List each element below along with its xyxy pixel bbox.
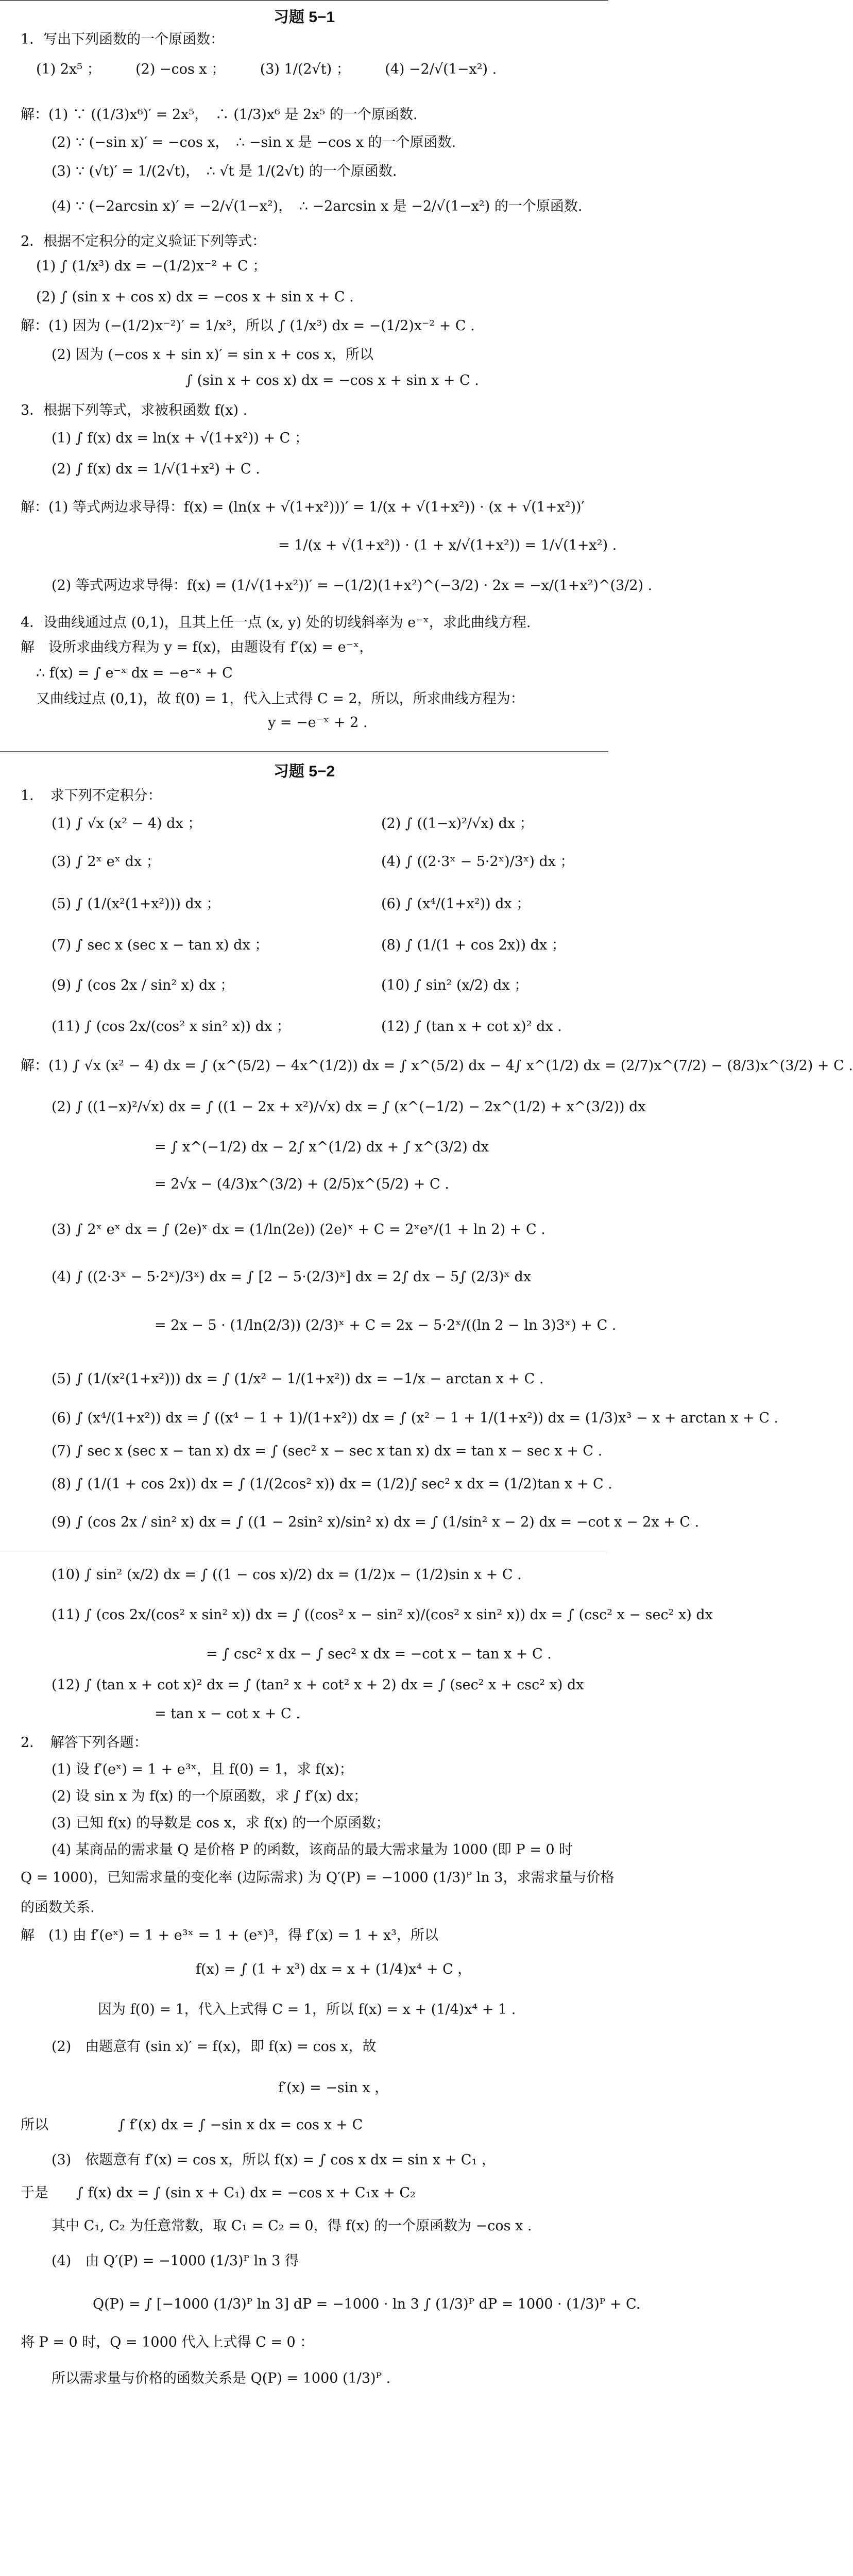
- a1-4: (4) ∵ (−2arcsin x)′ = −2/√(1−x²)， ∴ −2arcsin x 是 −2/√(1−x²) 的一个原函数.: [52, 198, 583, 214]
- a4-1: 解 设所求曲线方程为 y = f(x)，由题设有 f′(x) = e⁻ˣ，: [21, 639, 373, 655]
- a5-11: (11) ∫ (cos 2x/(cos² x sin² x)) dx = ∫ ((cos² x − sin² x)/(cos² x sin² x)) dx = ∫ (csc² x − sec² x) dx: [52, 1607, 713, 1623]
- a2-3: ∫ (sin x + cos x) dx = −cos x + sin x + C .: [185, 372, 479, 388]
- a6-2-cont2: 所以 ∫ f′(x) dx = ∫ −sin x dx = cos x + C: [21, 2117, 363, 2133]
- q5-4: (4) ∫ ((2·3ˣ − 5·2ˣ)/3ˣ) dx ；: [381, 854, 574, 870]
- a4-4: y = −e⁻ˣ + 2 .: [268, 715, 368, 731]
- q3-1: (1) ∫ f(x) dx = ln(x + √(1+x²)) + C ；: [52, 430, 309, 446]
- a4-2: ∴ f(x) = ∫ e⁻ˣ dx = −e⁻ˣ + C: [36, 665, 233, 681]
- a5-1: 解：(1) ∫ √x (x² − 4) dx = ∫ (x^(5/2) − 4x^(1/2)) dx = ∫ x^(5/2) dx − 4∫ x^(1/2) dx = (2/7)x^(7/2) − (8/3)x^(3/2) + C .: [21, 1058, 853, 1074]
- a2-1: 解：(1) 因为 (−(1/2)x⁻²)′ = 1/x³，所以 ∫ (1/x³) dx = −(1/2)x⁻² + C .: [21, 318, 475, 334]
- a5-10: (10) ∫ sin² (x/2) dx = ∫ ((1 − cos x)/2) dx = (1/2)x − (1/2)sin x + C .: [52, 1567, 522, 1583]
- a5-4-cont: = 2x − 5 · (1/ln(2/3)) (2/3)ˣ + C = 2x − 5·2ˣ/((ln 2 − ln 3)3ˣ) + C .: [155, 1317, 617, 1333]
- section-divider: [0, 0, 608, 1]
- a6-3: (3) 依题意有 f′(x) = cos x，所以 f(x) = ∫ cos x dx = sin x + C₁ ，: [52, 2152, 496, 2168]
- a1-3: (3) ∵ (√t)′ = 1/(2√t)， ∴ √t 是 1/(2√t) 的一个原函数.: [52, 163, 397, 179]
- q6-4-cont1: Q = 1000)，已知需求量的变化率 (边际需求) 为 Q′(P) = −1000 (1/3)ᴾ ln 3，求需求量与价格: [21, 1870, 615, 1886]
- a5-4: (4) ∫ ((2·3ˣ − 5·2ˣ)/3ˣ) dx = ∫ [2 − 5·(2/3)ˣ] dx = 2∫ dx − 5∫ (2/3)ˣ dx: [52, 1269, 532, 1285]
- a6-2: (2) 由题意有 (sin x)′ = f(x)，即 f(x) = cos x，故: [52, 2039, 377, 2055]
- a5-2-cont2: = 2√x − (4/3)x^(3/2) + (2/5)x^(5/2) + C .: [155, 1176, 449, 1192]
- a6-2-cont1: f′(x) = −sin x ，: [278, 2080, 389, 2096]
- a5-11-cont: = ∫ csc² x dx − ∫ sec² x dx = −cot x − tan x + C .: [206, 1646, 552, 1662]
- a5-2-cont1: = ∫ x^(−1/2) dx − 2∫ x^(1/2) dx + ∫ x^(3/2) dx: [155, 1139, 489, 1155]
- a6-4-cont2: 将 P = 0 时，Q = 1000 代入上式得 C = 0 ：: [21, 2334, 314, 2350]
- q5-prompt: 1． 求下列不定积分：: [21, 788, 162, 804]
- q5-3: (3) ∫ 2ˣ eˣ dx ；: [52, 854, 160, 870]
- q6-3: (3) 已知 f(x) 的导数是 cos x，求 f(x) 的一个原函数；: [52, 1815, 390, 1831]
- q5-9: (9) ∫ (cos 2x / sin² x) dx ；: [52, 977, 234, 993]
- a3-2: (2) 等式两边求导得：f(x) = (1/√(1+x²))′ = −(1/2)(1+x²)^(−3/2) · 2x = −x/(1+x²)^(3/2) .: [52, 578, 653, 594]
- q1-items: (1) 2x⁵ ； (2) −cos x ； (3) 1/(2√t) ； (4) −2/√(1−x²) .: [36, 61, 497, 77]
- a5-8: (8) ∫ (1/(1 + cos 2x)) dx = ∫ (1/(2cos² x)) dx = (1/2)∫ sec² x dx = (1/2)tan x + C .: [52, 1476, 612, 1492]
- a6-3-cont1: 于是 ∫ f(x) dx = ∫ (sin x + C₁) dx = −cos x + C₁x + C₂: [21, 2185, 416, 2201]
- q5-8: (8) ∫ (1/(1 + cos 2x)) dx ；: [381, 937, 566, 953]
- q5-11: (11) ∫ (cos 2x/(cos² x sin² x)) dx ；: [52, 1019, 291, 1035]
- a6-4-cont1: Q(P) = ∫ [−1000 (1/3)ᴾ ln 3] dP = −1000 · ln 3 ∫ (1/3)ᴾ dP = 1000 · (1/3)ᴾ + C.: [93, 2296, 641, 2312]
- section-title-5-1: 习题 5−1: [273, 9, 335, 26]
- a6-4: (4) 由 Q′(P) = −1000 (1/3)ᴾ ln 3 得: [52, 2253, 299, 2269]
- a3-1: 解：(1) 等式两边求导得：f(x) = (ln(x + √(1+x²)))′ = 1/(x + √(1+x²)) · (x + √(1+x²))′: [21, 499, 585, 515]
- a6-4-cont3: 所以需求量与价格的函数关系是 Q(P) = 1000 (1/3)ᴾ .: [52, 2370, 391, 2386]
- a6-1-cont2: 因为 f(0) = 1，代入上式得 C = 1，所以 f(x) = x + (1/4)x⁴ + 1 .: [98, 2002, 516, 2018]
- q6-4-cont2: 的函数关系.: [21, 1900, 95, 1916]
- q1-prompt: 1．写出下列函数的一个原函数：: [21, 31, 225, 47]
- q6-1: (1) 设 f′(eˣ) = 1 + e³ˣ，且 f(0) = 1，求 f(x)；: [52, 1761, 353, 1777]
- a5-9: (9) ∫ (cos 2x / sin² x) dx = ∫ ((1 − 2sin² x)/sin² x) dx = ∫ (1/sin² x − 2) dx = −cot x − 2x + C .: [52, 1514, 700, 1530]
- q5-5: (5) ∫ (1/(x²(1+x²))) dx ；: [52, 896, 220, 912]
- q5-10: (10) ∫ sin² (x/2) dx ；: [381, 977, 528, 993]
- a1-2: (2) ∵ (−sin x)′ = −cos x， ∴ −sin x 是 −cos x 的一个原函数.: [52, 134, 456, 150]
- a5-5: (5) ∫ (1/(x²(1+x²))) dx = ∫ (1/x² − 1/(1+x²)) dx = −1/x − arctan x + C .: [52, 1371, 544, 1387]
- q3-prompt: 3．根据下列等式，求被积函数 f(x) .: [21, 402, 248, 418]
- q4-prompt: 4．设曲线通过点 (0,1)，且其上任一点 (x, y) 处的切线斜率为 e⁻ˣ，求此曲线方程.: [21, 615, 531, 631]
- a5-7: (7) ∫ sec x (sec x − tan x) dx = ∫ (sec² x − sec x tan x) dx = tan x − sec x + C .: [52, 1443, 603, 1459]
- section-title-5-2: 习题 5−2: [273, 763, 335, 780]
- q6-2: (2) 设 sin x 为 f(x) 的一个原函数，求 ∫ f′(x) dx；: [52, 1788, 367, 1804]
- q5-1: (1) ∫ √x (x² − 4) dx ；: [52, 816, 202, 832]
- q3-2: (2) ∫ f(x) dx = 1/√(1+x²) + C .: [52, 461, 260, 477]
- a6-1-cont1: f(x) = ∫ (1 + x³) dx = x + (1/4)x⁴ + C ，: [196, 1961, 472, 1977]
- q2-prompt: 2．根据不定积分的定义验证下列等式：: [21, 233, 266, 249]
- a5-12: (12) ∫ (tan x + cot x)² dx = ∫ (tan² x + cot² x + 2) dx = ∫ (sec² x + csc² x) dx: [52, 1677, 584, 1693]
- a3-1-cont: = 1/(x + √(1+x²)) · (1 + x/√(1+x²)) = 1/√(1+x²) .: [278, 537, 617, 553]
- a5-2: (2) ∫ ((1−x)²/√x) dx = ∫ ((1 − 2x + x²)/√x) dx = ∫ (x^(−1/2) − 2x^(1/2) + x^(3/2)) dx: [52, 1099, 646, 1115]
- section-divider: [0, 751, 608, 752]
- q5-7: (7) ∫ sec x (sec x − tan x) dx ；: [52, 937, 269, 953]
- a1-1: 解：(1) ∵ ((1/3)x⁶)′ = 2x⁵， ∴ (1/3)x⁶ 是 2x⁵ 的一个原函数.: [21, 107, 418, 123]
- q5-12: (12) ∫ (tan x + cot x)² dx .: [381, 1019, 562, 1035]
- a5-3: (3) ∫ 2ˣ eˣ dx = ∫ (2e)ˣ dx = (1/ln(2e)) (2e)ˣ + C = 2ˣeˣ/(1 + ln 2) + C .: [52, 1222, 545, 1238]
- q6-4: (4) 某商品的需求量 Q 是价格 P 的函数，该商品的最大需求量为 1000 (即 P = 0 时: [52, 1842, 573, 1858]
- a6-3-cont2: 其中 C₁, C₂ 为任意常数，取 C₁ = C₂ = 0，得 f(x) 的一个原函数为 −cos x .: [52, 2218, 532, 2234]
- a2-2: (2) 因为 (−cos x + sin x)′ = sin x + cos x，所以: [52, 347, 374, 363]
- q2-2: (2) ∫ (sin x + cos x) dx = −cos x + sin x + C .: [36, 289, 354, 305]
- q5-6: (6) ∫ (x⁴/(1+x²)) dx ；: [381, 896, 531, 912]
- q6-prompt: 2． 解答下列各题：: [21, 1735, 148, 1751]
- a5-12-cont: = tan x − cot x + C .: [155, 1706, 300, 1722]
- a4-3: 又曲线过点 (0,1)，故 f(0) = 1，代入上式得 C = 2，所以，所求曲线方程为：: [36, 691, 524, 707]
- q5-2: (2) ∫ ((1−x)²/√x) dx ；: [381, 816, 534, 832]
- q2-1: (1) ∫ (1/x³) dx = −(1/2)x⁻² + C ；: [36, 258, 267, 274]
- a6-1: 解 (1) 由 f′(eˣ) = 1 + e³ˣ = 1 + (eˣ)³，得 f′(x) = 1 + x³，所以: [21, 1927, 438, 1943]
- a5-6: (6) ∫ (x⁴/(1+x²)) dx = ∫ ((x⁴ − 1 + 1)/(1+x²)) dx = ∫ (x² − 1 + 1/(1+x²)) dx = (1/3)x³ − x + arctan x + C .: [52, 1410, 779, 1426]
